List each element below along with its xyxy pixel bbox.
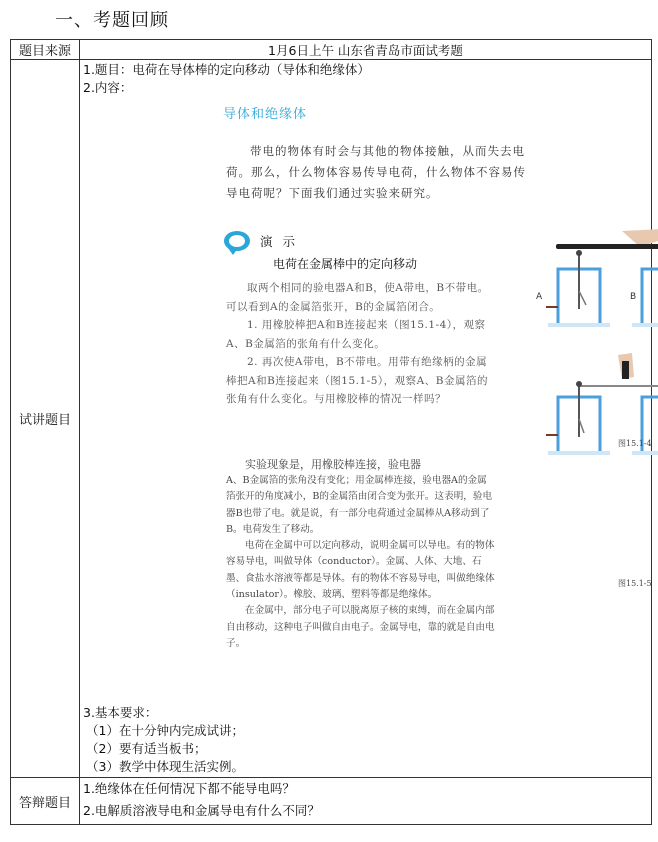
- conductor-paragraph: 电荷在金属中可以定向移动，说明金属可以导电。有的物体容易导电，叫做导体（conductor）。金属、人体、大地、石墨、食盐水溶液等都是导体。有的物体不容易导电，叫做绝缘体（insulator）。橡胶、玻璃、塑料等都是绝缘体。: [226, 540, 495, 601]
- figure-15-1-4: [546, 229, 658, 327]
- electroscope-illustration: [536, 229, 658, 499]
- defense-question: 1.绝缘体在任何情况下都不能导电吗？: [83, 781, 295, 796]
- label-a-1: A: [536, 292, 543, 302]
- source-label: 题目来源: [11, 40, 80, 60]
- defense-content: [80, 778, 652, 825]
- rubber-rod: [556, 244, 658, 249]
- electroscope-figures: [536, 229, 658, 588]
- demo-body: [226, 279, 496, 409]
- content-label: 2.内容：: [83, 80, 133, 95]
- demo-header: [224, 231, 524, 271]
- trial-row: [11, 60, 652, 778]
- demo-title: 电荷在金属棒中的定向移动: [273, 257, 418, 271]
- textbook-section-title: 导体和绝缘体: [223, 107, 308, 122]
- figure-caption-1: 图15.1-4: [618, 439, 652, 448]
- trial-label: 试讲题目: [11, 60, 80, 778]
- defense-row: [11, 778, 652, 825]
- defense-question: 2.电解质溶液导电和金属导电有什么不同？: [83, 803, 320, 818]
- result-lead: 实验现象是，用橡胶棒连接，验电器: [245, 458, 421, 471]
- trial-topic: 1.题目：电荷在导体棒的定向移动（导体和绝缘体）: [83, 62, 370, 77]
- demo-paragraph-1: 取两个相同的验电器A和B，使A带电，B不带电。可以看到A的金属箔张开，B的金属箔闭合。: [226, 282, 489, 313]
- textbook-intro: 带电的物体有时会与其他的物体接触，从而失去电荷。那么，什么物体容易传导电荷，什么物体不容易传导电荷呢？下面我们通过实验来研究。: [226, 144, 526, 200]
- defense-label: 答辩题目: [11, 778, 80, 825]
- speech-bubble-icon: [224, 231, 250, 251]
- electron-paragraph: 在金属中，部分电子可以脱离原子核的束缚，而在金属内部自由移动，这种电子叫做自由电子。金属导电，靠的就是自由电子。: [226, 605, 495, 649]
- label-b-1: B: [630, 292, 637, 302]
- demo-paragraph-2: 1. 用橡胶棒把A和B连接起来（图15.1-4），观察A、B金属箔的张角有什么变化。: [226, 319, 486, 350]
- requirements-title: 3.基本要求：: [83, 705, 158, 720]
- demo-paragraph-3: 2. 再次使A带电，B不带电。用带有绝缘柄的金属棒把A和B连接起来（图15.1-5），观察A、B金属箔的张角有什么变化。与用橡胶棒的情况一样吗？: [226, 356, 488, 405]
- requirement-item: （1）在十分钟内完成试讲；: [86, 723, 244, 738]
- exam-table: [10, 39, 652, 825]
- electroscope-b: [642, 269, 658, 325]
- requirement-item: （2）要有适当板书；: [86, 741, 207, 756]
- trial-content: [80, 60, 652, 778]
- result-rest: A、B金属箔的张角没有变化；用金属棒连接，验电器A的金属箔张开的角度减小，B的金属箔由闭合变为张开。这表明，验电器B也带了电。就是说，有一部分电荷通过金属棒从A移动到了B。电荷发生了移动。: [226, 475, 493, 535]
- textbook-excerpt: [80, 97, 651, 704]
- section-heading: 一、考题回顾: [55, 10, 169, 31]
- figure-caption-2: 图15.1-5: [618, 579, 652, 588]
- source-value: 1月6日上午 山东省青岛市面试考题: [80, 40, 652, 60]
- source-row: [11, 40, 652, 60]
- requirement-item: （3）教学中体现生活实例。: [86, 759, 244, 774]
- demo-label: 演 示: [260, 234, 298, 249]
- observation-text: [226, 457, 496, 652]
